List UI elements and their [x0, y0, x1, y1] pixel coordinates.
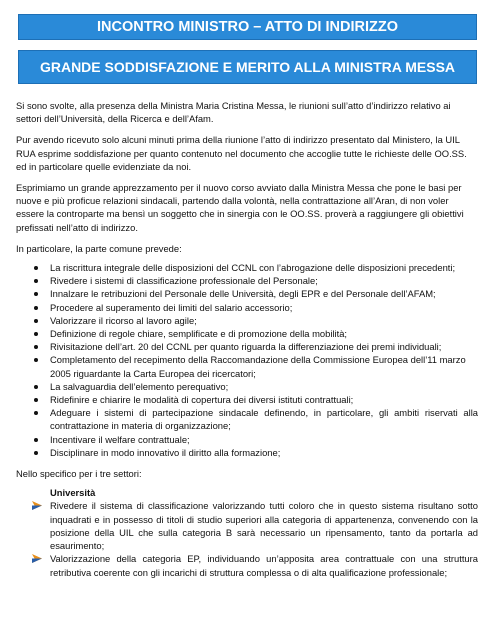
bullet-icon — [34, 411, 38, 415]
paragraph-appreciation: Esprimiamo un grande apprezzamento per il nuovo corso avviato dalla Ministra Messa che pone le basi per nuove e più proficue relazioni sindacali, partendo dalla volontà, nella contrattazione all’Aran, di non voler essere la controparte ma bensì un soggetto che in sinergia con le OO.SS. proverà a raggiungere gli obiettivi prefissati nell’atto di indirizzo. — [16, 182, 464, 233]
list-item — [16, 274, 478, 287]
list-item — [16, 314, 478, 327]
list-item-text: Ridefinire e chiarire le modalità di copertura dei diversi istituti contrattuali; — [50, 394, 354, 406]
list-item — [16, 340, 478, 353]
bullet-icon — [34, 279, 38, 283]
paragraph-satisfaction: Pur avendo ricevuto solo alcuni minuti prima della riunione l’atto di indirizzo presentato dal Ministero, la UIL RUA esprime soddisfazione per quanto contenuto nel documento che accoglie tutte le richieste delle OO.SS. ed in particolare quelle evidenziate da noi. — [16, 134, 467, 172]
paragraph-common-intro: In particolare, la parte comune prevede: — [16, 242, 182, 254]
bullet-icon — [34, 332, 38, 336]
document-body — [16, 99, 478, 579]
list-item-text: Procedere al superamento dei limiti del salario accessorio; — [50, 301, 293, 313]
bullet-icon — [34, 358, 38, 362]
paragraph-intro: Si sono svolte, alla presenza della Ministra Maria Cristina Messa, le riunioni sull’atto d’indirizzo relativo ai settori dell’Università, della Ricerca e dell’Afam. — [16, 100, 451, 125]
bullet-icon — [34, 451, 38, 455]
list-item-text: La salvaguardia dell’elemento perequativo; — [50, 380, 229, 392]
list-item — [16, 301, 478, 314]
list-item — [16, 393, 478, 406]
sectors-intro: Nello specifico per i tre settori: — [16, 468, 142, 480]
list-item-text: Adeguare i sistemi di partecipazione sindacale definendo, in particolare, gli ambiti riservati alla contrattazione in materia di organizzazione; — [50, 407, 478, 432]
bullet-icon — [34, 438, 38, 442]
bullet-icon — [34, 398, 38, 402]
bullet-icon — [34, 345, 38, 349]
list-item — [16, 552, 478, 578]
list-item-text: Completamento del recepimento della Raccomandazione della Commissione Europea dell’11 marzo 2005 riguardante la Carta Europea dei ricercatori; — [50, 354, 466, 379]
list-item-text: Valorizzare il ricorso al lavoro agile; — [50, 314, 197, 326]
bullet-icon — [34, 306, 38, 310]
bullet-icon — [34, 292, 38, 296]
list-item — [16, 287, 478, 300]
sector-items-list — [16, 499, 478, 578]
bullet-icon — [34, 385, 38, 389]
arrow-bullet-icon — [32, 554, 42, 563]
list-item-text: Incentivare il welfare contrattuale; — [50, 433, 190, 445]
list-item-text: Rivisitazione dell’art. 20 del CCNL per quanto riguarda la differenziazione dei premi individuali; — [50, 341, 442, 353]
list-item-text: La riscrittura integrale delle disposizioni del CCNL con l’abrogazione delle disposizioni precedenti; — [50, 262, 456, 274]
list-item — [16, 380, 478, 393]
page-title: INCONTRO MINISTRO – ATTO DI INDIRIZZO — [18, 14, 477, 40]
list-item-text: Valorizzazione della categoria EP, individuando un’apposita area contrattuale con una struttura retributiva coerente con gli incarichi di struttura complessa o di alta qualificazione professionale; — [50, 553, 478, 578]
bullet-icon — [34, 319, 38, 323]
list-item — [16, 433, 478, 446]
list-item — [16, 353, 478, 379]
list-item-text: Rivedere il sistema di classificazione valorizzando tutti coloro che in questo sistema risultano sotto inquadrati e in possesso di titoli di studio superiori alla categoria di appartenenza, convenendo con la posizione della UIL che sulla categoria B sarà necessario un ripensamento, tanto da portarla ad esaurimento; — [50, 500, 478, 552]
list-item — [16, 327, 478, 340]
bullet-icon — [34, 266, 38, 270]
list-item — [16, 499, 478, 552]
list-item-text: Disciplinare in modo innovativo il diritto alla formazione; — [50, 446, 281, 458]
list-item-text: Rivedere i sistemi di classificazione professionale del Personale; — [50, 275, 318, 287]
list-item-text: Definizione di regole chiare, semplificate e di promozione della mobilità; — [50, 328, 348, 340]
list-item-text: Innalzare le retribuzioni del Personale delle Università, degli EPR e del Personale dell’AFAM; — [50, 288, 436, 300]
list-item — [16, 406, 478, 432]
page-subtitle: GRANDE SODDISFAZIONE E MERITO ALLA MINISTRA MESSA — [18, 50, 477, 84]
list-item — [16, 261, 478, 274]
arrow-bullet-icon — [32, 501, 42, 510]
list-item — [16, 446, 478, 459]
common-items-list — [16, 261, 478, 459]
sector-title-universita: Università — [50, 487, 96, 499]
